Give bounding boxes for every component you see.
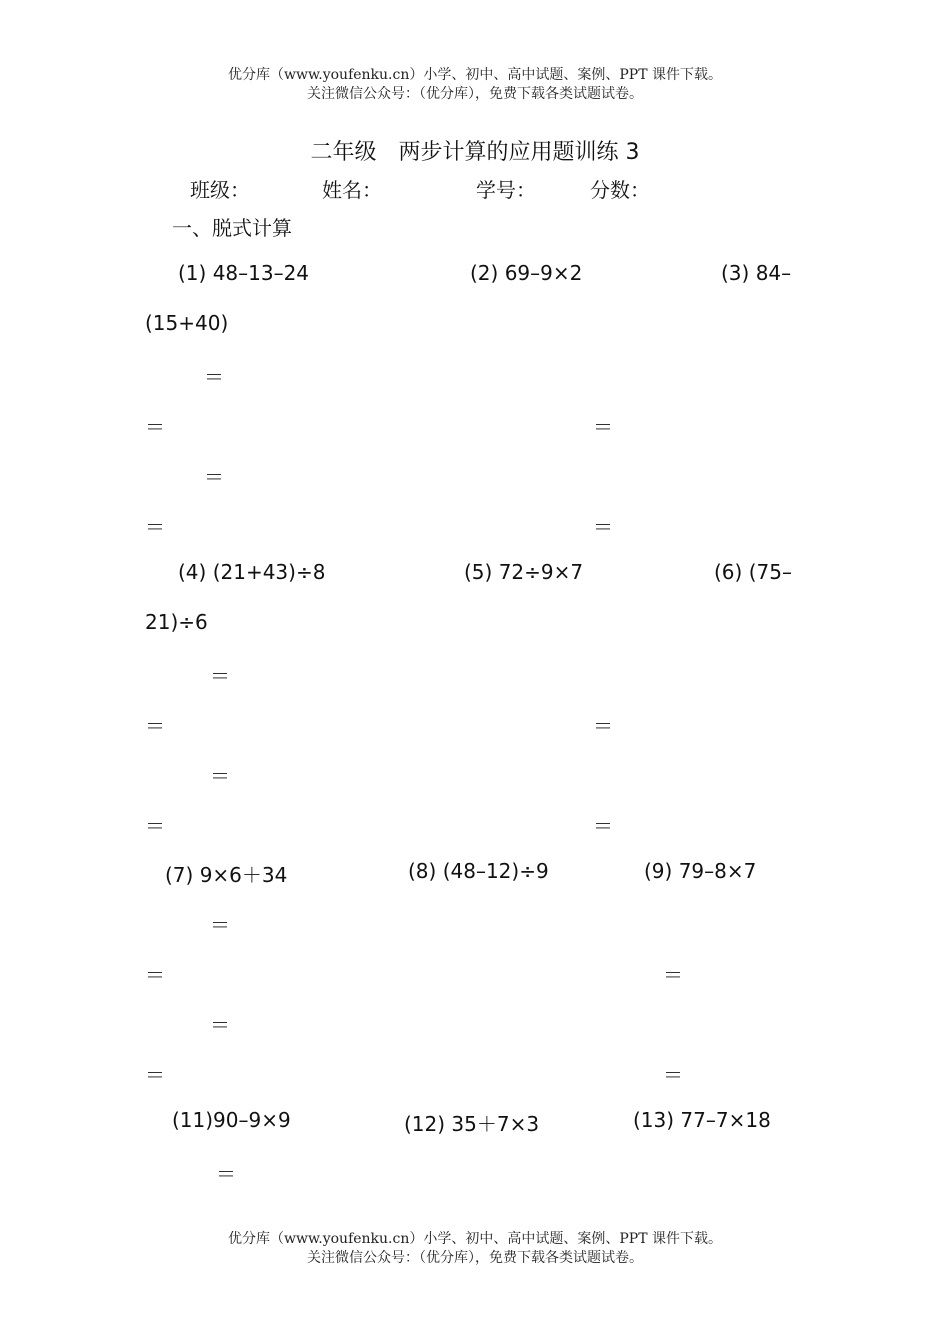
equals-sign: ＝ [145, 963, 165, 987]
equals-sign: ＝ [145, 1063, 165, 1087]
equals-sign: ＝ [593, 515, 613, 539]
equals-sign: ＝ [145, 714, 165, 738]
problem-6: (6) (75– [714, 560, 792, 584]
equals-sign: ＝ [145, 515, 165, 539]
name-label: 姓名： [322, 178, 382, 202]
equals-sign: ＝ [210, 664, 230, 688]
problem-11: (11)90–9×9 [172, 1108, 291, 1132]
equals-sign: ＝ [204, 465, 224, 489]
equals-sign: ＝ [593, 814, 613, 838]
problem-6-continued: 21)÷6 [145, 610, 208, 634]
header-line-2: 关注微信公众号：（优分库），免费下载各类试题试卷。 [307, 86, 643, 102]
problem-9: (9) 79–8×7 [644, 859, 757, 883]
problem-3-continued: (15+40) [145, 311, 229, 335]
equals-sign: ＝ [210, 764, 230, 788]
equals-sign: ＝ [663, 963, 683, 987]
equals-sign: ＝ [663, 1063, 683, 1087]
equals-sign: ＝ [210, 913, 230, 937]
score-label: 分数： [590, 178, 650, 202]
equals-sign: ＝ [145, 814, 165, 838]
problem-5: (5) 72÷9×7 [464, 560, 584, 584]
section-heading: 一、脱式计算 [172, 216, 292, 240]
student-id-label: 学号： [476, 178, 536, 202]
equals-sign: ＝ [204, 365, 224, 389]
header-line-1: 优分库（www.youfenku.cn）小学、初中、高中试题、案例、PPT 课件下载。 [227, 67, 722, 83]
equals-sign: ＝ [216, 1162, 236, 1186]
problem-8: (8) (48–12)÷9 [408, 859, 549, 883]
problem-7: (7) 9×6＋34 [165, 863, 288, 887]
class-label: 班级： [190, 178, 250, 202]
problem-1: (1) 48–13–24 [178, 261, 310, 285]
equals-sign: ＝ [145, 415, 165, 439]
problem-13: (13) 77–7×18 [633, 1108, 771, 1132]
footer-line-1: 优分库（www.youfenku.cn）小学、初中、高中试题、案例、PPT 课件下载。 [227, 1231, 722, 1247]
equals-sign: ＝ [593, 415, 613, 439]
equals-sign: ＝ [210, 1013, 230, 1037]
problem-2: (2) 69–9×2 [470, 261, 583, 285]
equals-sign: ＝ [593, 714, 613, 738]
page-title: 二年级 两步计算的应用题训练 3 [310, 140, 640, 165]
problem-12: (12) 35＋7×3 [404, 1112, 540, 1136]
footer-line-2: 关注微信公众号：（优分库），免费下载各类试题试卷。 [307, 1250, 643, 1266]
problem-4: (4) (21+43)÷8 [178, 560, 326, 584]
problem-3: (3) 84– [721, 261, 792, 285]
